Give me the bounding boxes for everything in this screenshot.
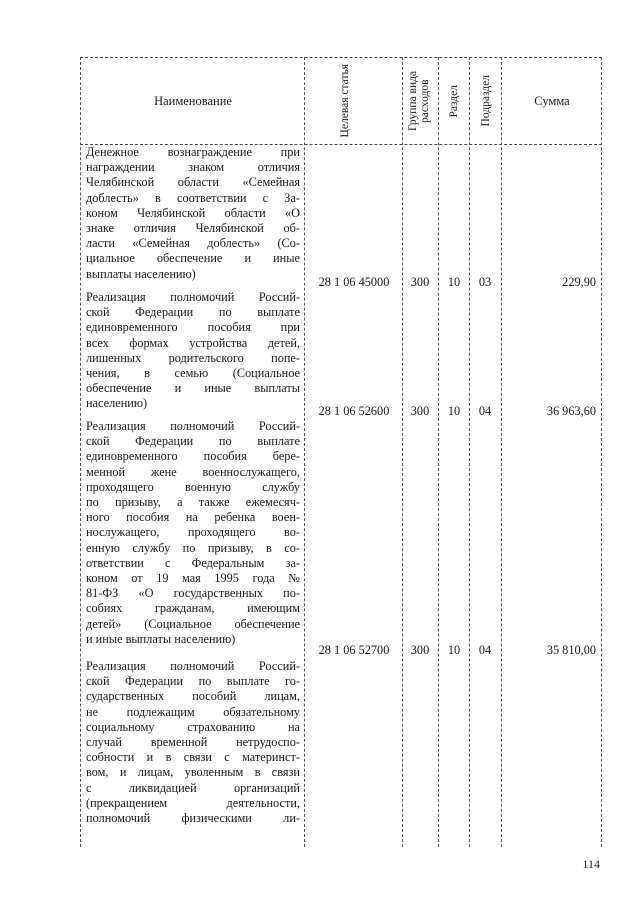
row-4-line: (прекращением деятельности, <box>86 795 300 810</box>
row-4-line: Реализация полномочий Россий- <box>86 659 300 673</box>
header-amount: Сумма <box>534 93 570 108</box>
column-border-right <box>601 57 602 847</box>
row-1-subsection: 03 <box>478 275 492 289</box>
row-2-line: лишенных родительского попе- <box>86 350 300 365</box>
row-4-line: ской Федерации по выплате го- <box>86 674 300 689</box>
row-2-line: населению) <box>86 396 148 411</box>
row-4-line: социальному страхованию на <box>86 719 300 734</box>
row-3-line: ного пособия на ребенка воен- <box>86 510 300 525</box>
row-3-line: собиях гражданам, имеющим <box>86 601 300 616</box>
row-1-line: доблесть» в соответствии с За- <box>86 190 300 205</box>
row-3-line: единовременного пособия бере- <box>86 449 300 464</box>
row-3-line: Реализация полномочий Россий- <box>86 419 300 433</box>
row-1-amount: 229,90 <box>562 275 596 289</box>
row-3-line: 81-ФЗ «О государственных по- <box>86 586 300 601</box>
row-1-line: Челябинской области «Семейная <box>86 175 300 190</box>
row-1-line: циальное обеспечение и иные <box>86 251 300 266</box>
row-3-amount: 35 810,00 <box>546 643 596 657</box>
row-3-line: нослужащего, проходящего во- <box>86 525 300 540</box>
row-1-section: 10 <box>447 275 461 289</box>
row-3-line: ской Федерации по выплате <box>86 434 300 449</box>
row-3-line: детей» (Социальное обеспечение <box>86 616 300 631</box>
row-1-line: награждении знаком отличия <box>86 160 300 175</box>
row-2-target-article: 28 1 06 52600 <box>318 404 390 418</box>
row-2-amount: 36 963,60 <box>546 404 596 418</box>
row-3-section: 10 <box>447 643 461 657</box>
row-1-expense-group: 300 <box>410 275 430 289</box>
row-3-line: коном от 19 мая 1995 года № <box>86 571 300 586</box>
row-1-line: ласти «Семейная доблесть» (Со- <box>86 236 300 251</box>
header-section: Раздел <box>448 84 460 118</box>
row-2-line: ской Федерации по выплате <box>86 305 300 320</box>
header-target-article: Целевая статья <box>338 64 351 138</box>
column-border-left <box>80 57 81 847</box>
row-2-line: чения, в семью (Социальное <box>86 366 300 381</box>
row-3-subsection: 04 <box>478 643 492 657</box>
row-1-line: Денежное вознаграждение при <box>86 145 300 159</box>
header-name: Наименование <box>154 93 232 108</box>
row-2-line: единовременного пособия при <box>86 320 300 335</box>
row-3-target-article: 28 1 06 52700 <box>318 643 390 657</box>
row-3-line: енную службу по призыву, в со- <box>86 540 300 555</box>
column-border-section <box>469 57 470 847</box>
header-expense-group-cell <box>403 58 438 144</box>
row-4-line: полномочий физическими ли- <box>86 811 300 826</box>
row-1-line: знаке отличия Челябинской об- <box>86 221 300 236</box>
row-2-line: обеспечение и иные выплаты <box>86 381 300 396</box>
row-3-line: и иные выплаты населению) <box>86 631 236 646</box>
row-4-line: с ликвидацией организаций <box>86 780 300 795</box>
row-3-line: по призыву, а также ежемесяч- <box>86 495 300 510</box>
header-target-article-cell <box>305 58 402 144</box>
header-subsection-cell <box>470 58 501 144</box>
row-2-line: всех формах устройства детей, <box>86 335 300 350</box>
header-section-cell <box>439 58 469 144</box>
row-4-line: случай временной нетрудоспо- <box>86 735 300 750</box>
row-3-line: менной жене военнослужащего, <box>86 464 300 479</box>
page-number: 114 <box>582 857 600 871</box>
row-2-subsection: 04 <box>478 404 492 418</box>
row-2-expense-group: 300 <box>410 404 430 418</box>
row-4-line: собности и в связи с материнст- <box>86 750 300 765</box>
table-row-3-name <box>86 419 300 647</box>
row-4-line: вом, и лицам, уволенным в связи <box>86 765 300 780</box>
header-subsection: Подраздел <box>479 75 492 127</box>
row-2-line: Реализация полномочий Россий- <box>86 290 300 304</box>
column-border-target <box>402 57 403 847</box>
row-4-line: не подлежащим обязательному <box>86 704 300 719</box>
row-2-section: 10 <box>447 404 461 418</box>
column-border-subsection <box>501 57 502 847</box>
column-border-group <box>438 57 439 847</box>
row-4-line: сударственных пособий лицам, <box>86 689 300 704</box>
row-1-line: выплаты населению) <box>86 266 196 281</box>
table-row-4-name <box>86 659 300 826</box>
row-3-line: ответствии с Федеральным за- <box>86 555 300 570</box>
header-expense-group: Группа вида расходов <box>406 70 431 132</box>
row-1-line: коном Челябинской области «О <box>86 205 300 220</box>
table-row-2-name <box>86 290 300 412</box>
table-row-1-name <box>86 145 300 282</box>
row-3-expense-group: 300 <box>410 643 430 657</box>
column-border-name <box>304 57 305 847</box>
row-3-line: проходящего военную службу <box>86 479 300 494</box>
row-1-target-article: 28 1 06 45000 <box>318 275 390 289</box>
